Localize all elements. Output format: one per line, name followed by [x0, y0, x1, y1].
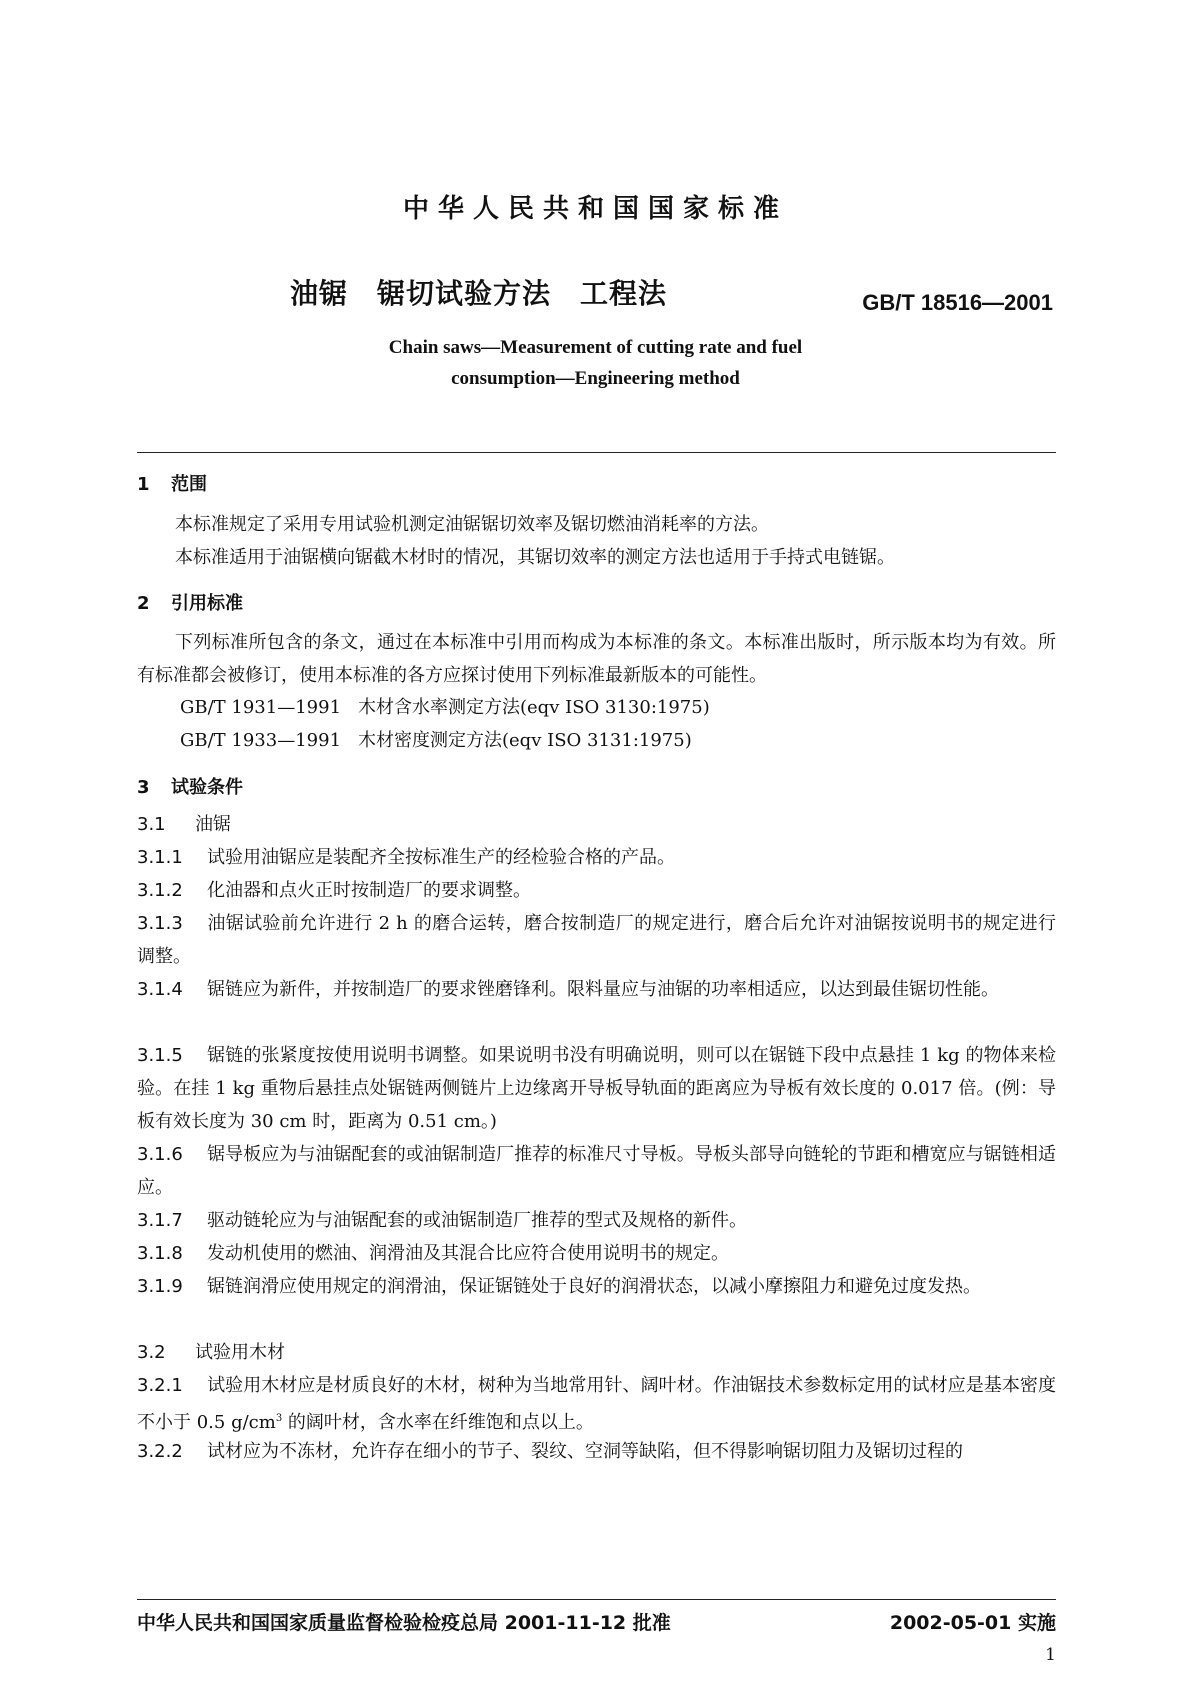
clause-3-1-2: 3.1.2 化油器和点火正时按制造厂的要求调整。	[137, 880, 531, 901]
section-1-heading: 1 范围	[137, 474, 207, 495]
national-standard-header: 中华人民共和国国家标准	[402, 194, 788, 224]
clause-3-1-4: 3.1.4 锯链应为新件，并按制造厂的要求锉磨锋利。限料量应与油锯的功率相适应，以达到最佳锯切性能。	[137, 979, 999, 1000]
clause-3-1-7: 3.1.7 驱动链轮应为与油锯配套的或油锯制造厂推荐的型式及规格的新件。	[137, 1210, 747, 1231]
clause-3-1-5: 3.1.5 锯链的张紧度按使用说明书调整。如果说明书没有明确说明，则可以在锯链下段中点悬挂 1 kg 的物体来检验。在挂 1 kg 重物后悬挂点处锯链两侧链片上边缘离开导板导轨面的距离应为导板有效长度的 0.017 倍。(例：导板有效长度为 30 cm 时，距离为 0.51 cm。)	[137, 1045, 1056, 1132]
english-title-line2: consumption—Engineering method	[451, 368, 740, 389]
approval-statement: 中华人民共和国国家质量监督检验检疫总局 2001-11-12 批准	[137, 1612, 671, 1634]
section-1-para-2: 本标准适用于油锯横向锯截木材时的情况，其锯切效率的测定方法也适用于手持式电链锯。	[175, 547, 895, 568]
reference-item: GB/T 1931—1991 木材含水率测定方法(eqv ISO 3130:1975)	[180, 697, 710, 718]
clause-3-1-9: 3.1.9 锯链润滑应使用规定的润滑油，保证锯链处于良好的润滑状态，以减小摩擦阻力和避免过度发热。	[137, 1276, 981, 1297]
reference-item: GB/T 1933—1991 木材密度测定方法(eqv ISO 3131:1975)	[180, 730, 692, 751]
clause-3-1: 3.1 油锯	[137, 814, 231, 835]
section-1-para-1: 本标准规定了采用专用试验机测定油锯锯切效率及锯切燃油消耗率的方法。	[175, 514, 769, 535]
clause-3-2-2: 3.2.2 试材应为不冻材，允许存在细小的节子、裂纹、空洞等缺陷，但不得影响锯切阻力及锯切过程的	[137, 1441, 963, 1462]
clause-3-1-8: 3.1.8 发动机使用的燃油、润滑油及其混合比应符合使用说明书的规定。	[137, 1243, 729, 1264]
footer-divider	[137, 1599, 1056, 1600]
effective-date: 2002-05-01 实施	[889, 1612, 1056, 1634]
english-title-line1: Chain saws—Measurement of cutting rate and fuel	[388, 337, 803, 358]
document-title: 油锯 锯切试验方法 工程法	[290, 277, 668, 310]
clause-3-1-3: 3.1.3 油锯试验前允许进行 2 h 的磨合运转，磨合按制造厂的规定进行，磨合后允许对油锯按说明书的规定进行调整。	[137, 913, 1056, 967]
standard-number: GB/T 18516—2001	[862, 290, 1053, 315]
section-2-para-1: 下列标准所包含的条文，通过在本标准中引用而构成为本标准的条文。本标准出版时，所示版本均为有效。所有标准都会被修订，使用本标准的各方应探讨使用下列标准最新版本的可能性。	[137, 632, 1056, 686]
header-divider	[137, 452, 1056, 453]
section-3-heading: 3 试验条件	[137, 777, 243, 798]
clause-3-1-1: 3.1.1 试验用油锯应是装配齐全按标准生产的经检验合格的产品。	[137, 847, 675, 868]
clause-3-2: 3.2 试验用木材	[137, 1342, 285, 1363]
page-number: 1	[1045, 1645, 1056, 1665]
section-2-heading: 2 引用标准	[137, 593, 243, 614]
clause-3-2-1: 3.2.1 试验用木材应是材质良好的木材，树种为当地常用针、阔叶材。作油锯技术参数标定用的试材应是基本密度不小于 0.5 $g/cm^3$ 的阔叶材，含水率在纤维饱和点以上。	[137, 1375, 1056, 1433]
clause-3-1-6: 3.1.6 锯导板应为与油锯配套的或油锯制造厂推荐的标准尺寸导板。导板头部导向链轮的节距和槽宽应与锯链相适应。	[137, 1144, 1056, 1198]
